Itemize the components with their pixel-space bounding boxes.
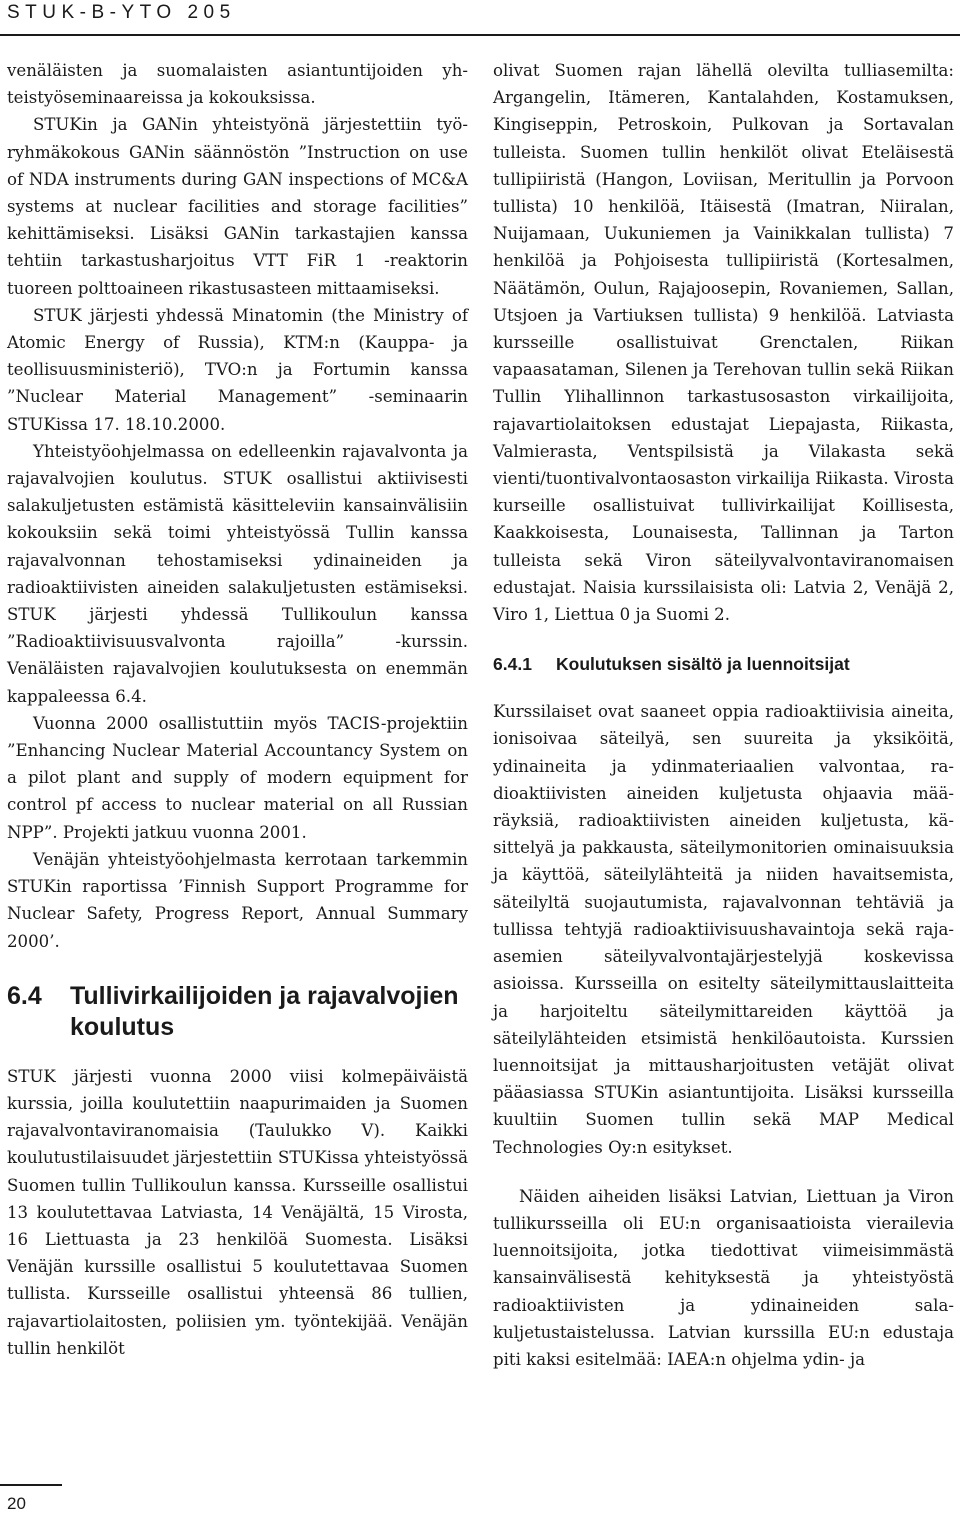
- subsection-number: 6.4.1: [493, 654, 532, 675]
- paragraph: olivat Suomen rajan lähellä olevilta tulliasemilta: Argangelin, Itämeren, Kantalahden, Kostamuksen, Kingiseppin, Petroskoin, Pulkovan ja Sortavalan tulleista. Suomen tullin henkilöt olivat Eteläisestä tullipiiristä (Hangon, Loviisan, Meritullin ja Porvoon tullista) 10 henkilöä, Itäisestä (Imatran, Niiralan, Nuijamaan, Uukuniemen ja Vainikkalan tullista) 7 henkilöä ja Pohjoisesta tullipiiristä (Kortesalmen, Näätämön, Oulun, Rajajoosepin, Rovaniemen, Sallan, Utsjoen ja Vartiuksen tullista) 9 henkilöä. Latviasta kursseille osallistuivat Grenctalen, Riikan vapaasataman, Silenen ja Terehovan tullin sekä Riikan Tullin Ylihallinnon tarkastusosaston virkailijoita, rajavartiolaitoksen edustajat Liepajasta, Riikasta, Valmierasta, Ventspilsistä ja Vilakasta sekä vienti/tuontivalvontaosaston virkailija Riikasta. Virosta kurseille osallistuivat tullivirkailijat Koillisesta, Kaakkoisesta, Lounaisesta, Tallinnan ja Tarton tulleista sekä Viron säteilyvalvontaviranomaisen edustajat. Naisia kurssilaisista oli: Latvia 2, Venäjä 2, Viro 1, Liettua 0 ja Suomi 2.: [493, 61, 954, 625]
- page-number: 20: [7, 1494, 26, 1513]
- section-title: Tullivirkailijoiden ja rajavalvojien koulutus: [70, 981, 459, 1041]
- paragraph: Näiden aiheiden lisäksi Latvian, Liettuan ja Viron tullikursseilla oli EU:n organisaatioista vierailevia luennoitsijoita, jotka tiedottivat viimeisimmästä kansainvälisestä kehityksestä ja yhteistyöstä radioaktiivisten ja ydinaineiden salakuljetustaistelussa. Latvian kurssilla EU:n edustaja piti kaksi esitelmää: IAEA:n ohjelma ydin- ja: [493, 1186, 954, 1369]
- paragraph: STUK järjesti yhdessä Minatomin (the Ministry of Atomic Energy of Russia), KTM:n (Kauppa- ja teollisuusministeriö), TVO:n ja Fortumin kanssa ”Nuclear Material Management” -seminaarin STUKissa 17. 18.10.2000.: [7, 305, 468, 434]
- paragraph: Vuonna 2000 osallistuttiin myös TACIS-projektiin ”Enhancing Nuclear Material Accountancy System on a pilot plant and supply of modern equipment for control pf access to nuclear material on all Russian NPP”. Projekti jatkuu vuonna 2001.: [7, 713, 468, 842]
- right-column: [493, 57, 954, 1373]
- paragraph: Yhteistyöohjelmassa on edelleenkin rajavalvonta ja rajavalvojien koulutus. STUK osallistui aktiivisesti salakuljetusten estämistä käsitteleviin kansainvälisiin kokouksiin sekä toimi yhteistyössä Tullin kanssa rajavalvonnan tehostamiseksi ydinaineiden ja radioaktiivisten aineiden salakuljetusten estämiseksi. STUK järjesti yhdessä Tullikoulun kanssa ”Radioaktiivisuusvalvonta rajoilla” -kurssin. Venäläisten rajavalvojien koulutuksesta on enemmän kappaleessa 6.4.: [7, 441, 468, 706]
- subsection-heading: [493, 652, 954, 676]
- section-heading: [7, 981, 468, 1043]
- header-rule: [0, 34, 960, 36]
- footer-rule: [0, 1484, 62, 1486]
- paragraph: venäläisten ja suomalaisten asiantuntijoiden yhteistyöseminaareissa ja kokouksissa.: [7, 61, 468, 108]
- running-header: STUK-B-YTO 205: [7, 2, 236, 23]
- subsection-title: Koulutuksen sisältö ja luennoitsijat: [556, 654, 850, 675]
- paragraph: Kurssilaiset ovat saaneet oppia radioaktiivisia aineita, ionisoivaa säteilyä, sen suureita ja yksiköitä, ydinaineita ja ydinmateriaalien valvontaa, radioaktiivisten aineiden kuljetusta ohjaavia määräyksiä, radioaktiivisten aineiden kuljetusta, käsittelyä ja pakkausta, säteilymonitorien ominaisuuksia ja käyttöä, säteilylähteitä ja niiden havaitsemista, säteilyltä suojautumista, rajavalvonnan tehtäviä ja tullissa tehtyjä radioaktiivisuushavaintoja sekä raja-asemien säteilyvalvontajärjestelyjä koskevissa asioissa. Kursseilla on esitelty säteilymittauslaitteita ja harjoiteltu säteilymittareiden käyttöä ja säteilylähteiden etsimistä henkilöautoista. Kurssien luennoitsijat ja mittausharjoitusten vetäjät olivat pääasiassa STUKin asiantuntijoita. Lisäksi kursseilla kuultiin Suomen tullin sekä MAP Medical Technologies Oy:n esitykset.: [493, 702, 954, 1157]
- paragraph: STUK järjesti vuonna 2000 viisi kolmepäiväistä kurssia, joilla koulutettiin naapurimaiden ja Suomen rajavalvontaviranomaisia (Taulukko V). Kaikki koulutustilaisuudet järjestettiin STUKissa yhteistyössä Suomen tullin Tullikoulun kanssa. Kursseille osallistui 13 koulutettavaa Latviasta, 14 Venäjältä, 15 Virosta, 16 Liettuasta ja 23 henkilöä Suomesta. Lisäksi Venäjän kurssille osallistui 5 koulutettavaa Suomen tullista. Kursseille osallistui yhteensä 86 tullien, rajavartiolaitosten, poliisien ym. työntekijää. Venäjän tullin henkilöt: [7, 1066, 468, 1358]
- paragraph: STUKin ja GANin yhteistyönä järjestettiin työryhmäkokous GANin säännöstön ”Instruction on use of NDA instruments during GAN inspections of MC&A systems at nuclear facilities and storage facilities” kehittämiseksi. Lisäksi GANin tarkastajien kanssa tehtiin tarkastusharjoitus VTT FiR 1 -reaktorin tuoreen polttoaineen rikastusasteen mittaamiseksi.: [7, 115, 468, 298]
- left-column: [7, 57, 468, 1362]
- paragraph: Venäjän yhteistyöohjelmasta kerrotaan tarkemmin STUKin raportissa ’Finnish Support Programme for Nuclear Safety, Progress Report, Annual Summary 2000’.: [7, 849, 468, 951]
- section-number: 6.4: [7, 981, 42, 1010]
